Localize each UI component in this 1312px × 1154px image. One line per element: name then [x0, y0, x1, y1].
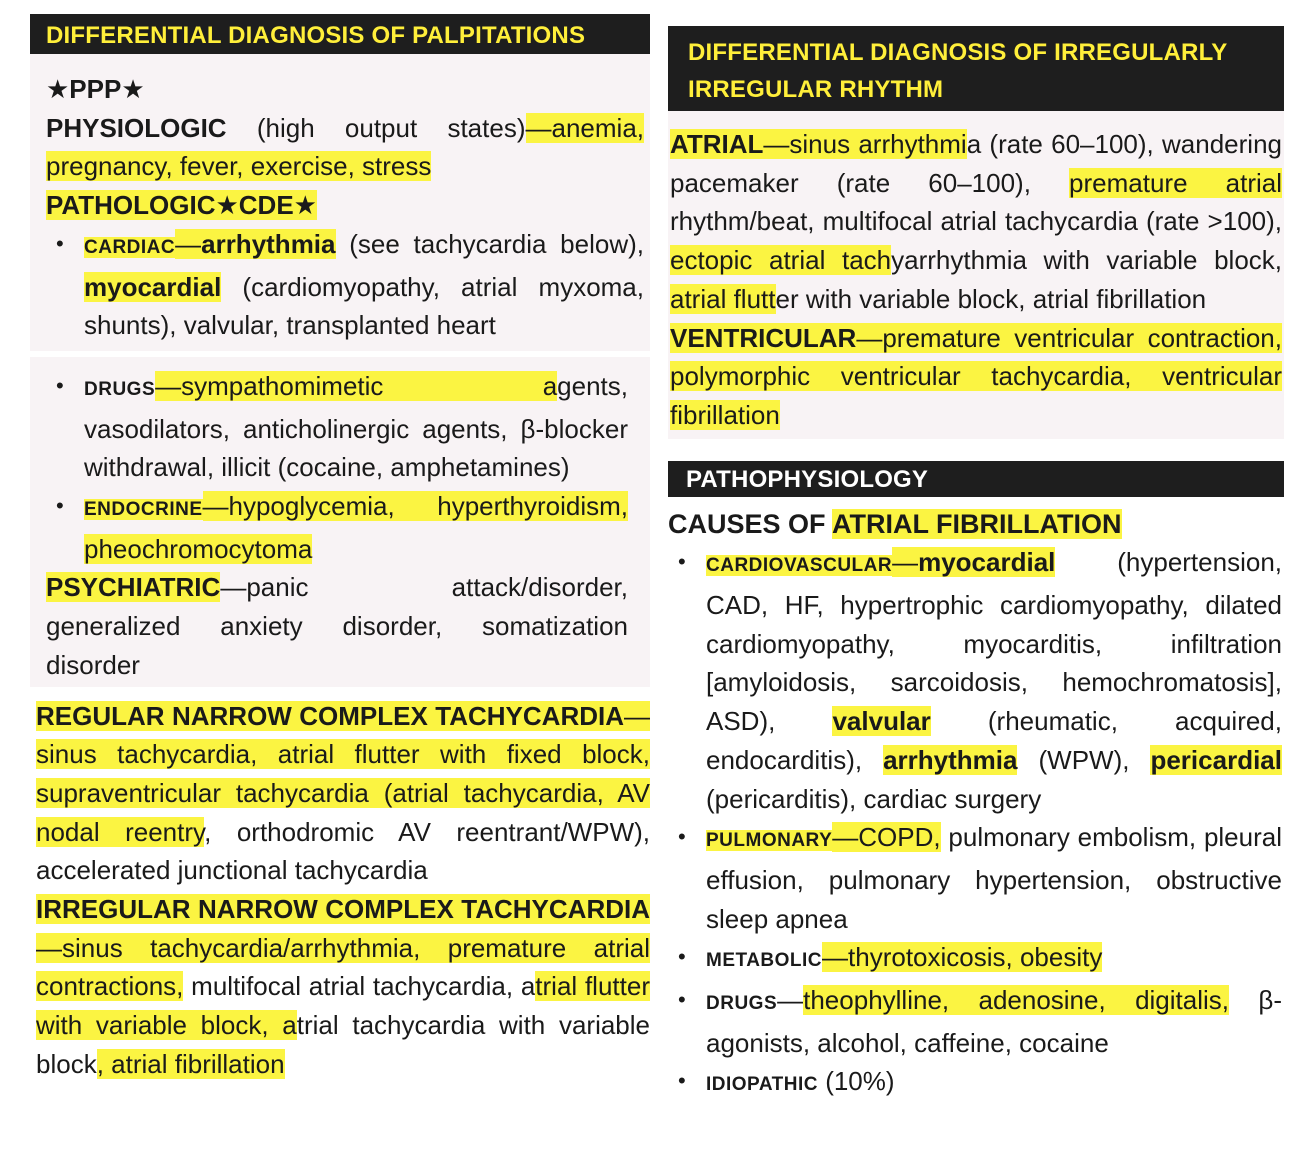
causes-heading [668, 505, 1282, 544]
pathologic-list [46, 225, 644, 345]
irregular-text2: trial tachycardia with variable block [36, 1010, 650, 1079]
palpitations-continued [30, 357, 650, 687]
cv-t1: (hypertension, CAD, HF, hypertrophic cardiomyopathy, dilated cardiomyopathy, myocarditis, infiltration [amyloidosis, sarcoidosis, hemochromatosis], ASD), [706, 547, 1282, 737]
atrial-t2: rhythm/beat, multifocal atrial tachycardia (rate >100), [670, 206, 1282, 237]
cardiac-dash: — [175, 228, 202, 259]
physiologic-term: PHYSIOLOGIC [46, 112, 227, 143]
pathophysiology-body [668, 497, 1284, 1106]
irregular-rhythm-header: DIFFERENTIAL DIAGNOSIS OF IRREGULARLY IRREGULAR RHYTHM [668, 26, 1284, 111]
regular-hl: —sinus tachycardia, atrial flutter with fixed block, supraventricular tachycardia (atrial tachycardia, AV nodal reentry [36, 700, 650, 847]
physiologic-entry [46, 109, 644, 186]
metabolic-label: METABOLIC [706, 950, 823, 972]
irregular-rhythm-body [668, 111, 1284, 439]
endocrine-label: ENDOCRINE [84, 499, 203, 521]
drugs-af-item [668, 981, 1282, 1062]
regular-entry [36, 697, 650, 891]
idiopathic-label: IDIOPATHIC [706, 1074, 818, 1096]
idiopathic-text: (10%) [817, 1066, 895, 1097]
causes-prefix: CAUSES OF [668, 508, 833, 539]
endocrine-text: —hypoglycemia, hyperthyroidism, pheochromocytoma [84, 491, 628, 564]
idiopathic-item [668, 1062, 1282, 1105]
pathologic-list-cont [46, 367, 628, 569]
ventricular-hl: —premature ventricular contraction, polymorphic ventricular tachycardia, ventricular fibrillation [670, 322, 1282, 430]
cardiac-text2: (cardiomyopathy, atrial myxoma, shunts), valvular, transplanted heart [84, 271, 644, 341]
irregular-hl3: , atrial fibrillation [96, 1048, 285, 1079]
cardiovascular-item [668, 543, 1282, 818]
causes-hl: ATRIAL FIBRILLATION [832, 508, 1122, 539]
atrial-term: ATRIAL [670, 129, 764, 159]
atrial-hl2: premature atrial [1069, 167, 1283, 198]
atrial-hl4: atrial flutt [670, 283, 776, 314]
ventricular-entry [670, 319, 1282, 435]
drugs-label: DRUGS [84, 378, 156, 400]
atrial-entry [670, 125, 1282, 319]
irregular-hl: —sinus tachycardia/arrhythmia, premature atrial contractions, [36, 932, 650, 1002]
pathologic-term: PATHOLOGIC★CDE★ [46, 190, 317, 221]
cv-t3: (WPW), [1017, 744, 1151, 775]
palpitations-section [30, 14, 650, 351]
left-column [30, 14, 650, 1084]
irregular-entry [36, 890, 650, 1084]
pulmonary-item [668, 818, 1282, 938]
pulmonary-label: PULMONARY [706, 830, 833, 852]
tachycardia-section [30, 697, 650, 1084]
irregular-term: IRREGULAR NARROW COMPLEX TACHYCARDIA [36, 894, 650, 925]
ventricular-term: VENTRICULAR [670, 322, 857, 353]
cardiac-label: CARDIAC [84, 236, 176, 258]
cv-myocardial: myocardial [918, 547, 1056, 578]
drugs-hl: —sympathomimetic a [155, 370, 558, 401]
atrial-t4: er with variable block, atrial fibrillation [775, 283, 1207, 314]
cardiac-myocardial: myocardial [84, 271, 222, 302]
irregular-rhythm-section [668, 26, 1284, 439]
cardiovascular-dash: — [892, 547, 919, 578]
pathophysiology-header: PATHOPHYSIOLOGY [668, 461, 1284, 497]
metabolic-hl: —thyrotoxicosis, obesity [822, 942, 1103, 973]
cv-pericardial: pericardial [1150, 744, 1282, 775]
palpitations-header: DIFFERENTIAL DIAGNOSIS OF PALPITATIONS [30, 14, 650, 54]
cardiac-text1: (see tachycardia below), [335, 228, 644, 259]
psychiatric-entry [46, 568, 628, 684]
physiologic-list: —anemia, pregnancy, fever, exercise, stress [46, 112, 644, 182]
pulmonary-text: pulmonary embolism, pleural effusion, pulmonary hypertension, obstructive sleep apnea [706, 822, 1282, 934]
causes-list [668, 543, 1282, 1105]
right-column [668, 6, 1284, 1105]
atrial-t1: a (rate 60–100), wandering pacemaker (rate 60–100), [670, 129, 1282, 198]
cardiac-arrhythmia: arrhythmia [201, 228, 336, 259]
pulmonary-hl: —COPD, [832, 822, 941, 853]
palpitations-body [30, 54, 650, 351]
atrial-hl3: ectopic atrial tach [670, 245, 892, 276]
ppp-mnemonic: ★PPP★ [46, 74, 145, 104]
psychiatric-term: PSYCHIATRIC [46, 572, 221, 603]
cardiovascular-label: CARDIOVASCULAR [706, 555, 893, 577]
physiologic-paren: (high output states) [226, 112, 526, 143]
psychiatric-text: —panic attack/disorder, generalized anxiety disorder, somatization disorder [46, 572, 628, 680]
endocrine-item [46, 487, 628, 568]
cv-t4: (pericarditis), cardiac surgery [706, 783, 1042, 814]
drugs-af-dash: — [777, 985, 804, 1016]
regular-text: , orthodromic AV reentrant/WPW), accelerated junctional tachycardia [36, 816, 650, 886]
cv-valvular: valvular [832, 706, 931, 737]
metabolic-item [668, 938, 1282, 981]
drugs-af-label: DRUGS [706, 993, 778, 1015]
drugs-item [46, 367, 628, 487]
drugs-text: gents, vasodilators, anticholinergic agents, β-blocker withdrawal, illicit (cocaine, amphetamines) [84, 370, 628, 483]
atrial-t3: yarrhythmia with variable block, [891, 245, 1282, 276]
drugs-af-hl: theophylline, adenosine, digitalis, [803, 985, 1230, 1016]
atrial-hl1: —sinus arrhythmi [763, 129, 967, 159]
cv-arrhythmia: arrhythmia [883, 744, 1018, 775]
irregular-hl2: trial flutter with variable block, a [36, 971, 650, 1041]
regular-term: REGULAR NARROW COMPLEX TACHYCARDIA [36, 700, 624, 731]
cv-t2: (rheumatic, acquired, endocarditis), [706, 706, 1282, 775]
cardiac-item [46, 225, 644, 345]
drugs-af-text: β-agonists, alcohol, caffeine, cocaine [706, 985, 1282, 1058]
irregular-text1: multifocal atrial tachycardia, a [183, 971, 536, 1002]
